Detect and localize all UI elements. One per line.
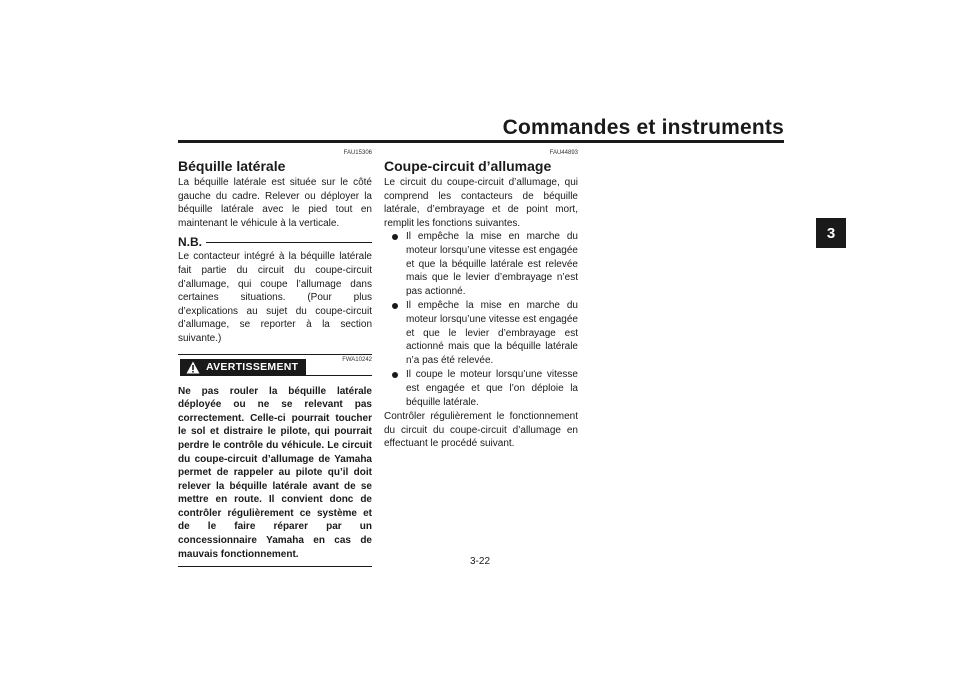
section-heading: Coupe-circuit d’allumage: [384, 158, 552, 174]
bullet-dot-icon: [392, 234, 398, 240]
warning-text: Ne pas rouler la béquille latérale déployée ou ne se relevant pas correctement. Celle-ci pourrait toucher le sol et distraire le pilote, qui pourrait perdre le contrôle du véhicule. Le circuit du coupe-circuit d’allumage de Yamaha permet de rappeler au pilote qu’il doit relever la béquille latérale avant de se mettre en route. Il convient donc de contrôler régulièrement ce système et de le faire réparer par un concessionnaire Yamaha en cas de mauvais fonctionnement.: [178, 385, 372, 560]
section-intro: Le circuit du coupe-circuit d’allumage, qui comprend les contacteurs de béquille latérale, d’embrayage et de point mort, remplit les fonctions suivantes.: [384, 177, 578, 229]
left-column: [178, 150, 372, 567]
bullet-dot-icon: [392, 303, 398, 309]
warning-triangle-icon: [186, 361, 200, 374]
section-heading: Béquille latérale: [178, 158, 286, 174]
section-code: FAU15306: [343, 150, 372, 156]
warning-badge: [180, 359, 306, 376]
warning-rule: [304, 375, 372, 376]
list-item: [384, 230, 578, 298]
page-number: 3-22: [469, 556, 490, 567]
section-outro: Contrôler régulièrement le fonctionnement du circuit du coupe-circuit d’allumage en effectuant le procédé suivant.: [384, 411, 578, 450]
note-label: N.B.: [178, 235, 202, 250]
function-list: [384, 230, 578, 409]
warning-header: [178, 355, 372, 383]
section-code: FAU44893: [549, 150, 578, 156]
note-header: [178, 234, 372, 250]
list-item: [384, 299, 578, 367]
note-text: Le contacteur intégré à la béquille latérale fait partie du circuit du coupe-circuit d’allumage, qui coupe l’allumage dans certaines situations. (Pour plus d’explications au sujet du coupe-circuit d’allumage, se reporter à la section suivante.): [178, 251, 372, 344]
page-title: Commandes et instruments: [502, 116, 784, 139]
list-item-text: Il coupe le moteur lorsqu’une vitesse est engagée et que l’on déploie la béquille latérale.: [406, 369, 578, 408]
section-intro: La béquille latérale est située sur le côté gauche du cadre. Relever ou déployer la béquille latérale avec le pied tout en maintenant le véhicule à la verticale.: [178, 177, 372, 229]
note-rule: [206, 242, 372, 243]
warning-label: AVERTISSEMENT: [206, 361, 299, 374]
right-column: [384, 150, 578, 451]
bullet-dot-icon: [392, 372, 398, 378]
header-rule: [178, 140, 784, 143]
list-item: [384, 368, 578, 409]
chapter-tab: 3: [816, 218, 846, 248]
list-item-text: Il empêche la mise en marche du moteur lorsqu’une vitesse est engagée et que le levier d’embrayage est actionné mais que la béquille latérale n’a pas été relevée.: [406, 300, 578, 366]
warning-code: FWA10242: [342, 356, 372, 363]
list-item-text: Il empêche la mise en marche du moteur lorsqu’une vitesse est engagée et que la béquille latérale est relevée mais que le levier d’embrayage n’est pas actionné.: [406, 231, 578, 297]
